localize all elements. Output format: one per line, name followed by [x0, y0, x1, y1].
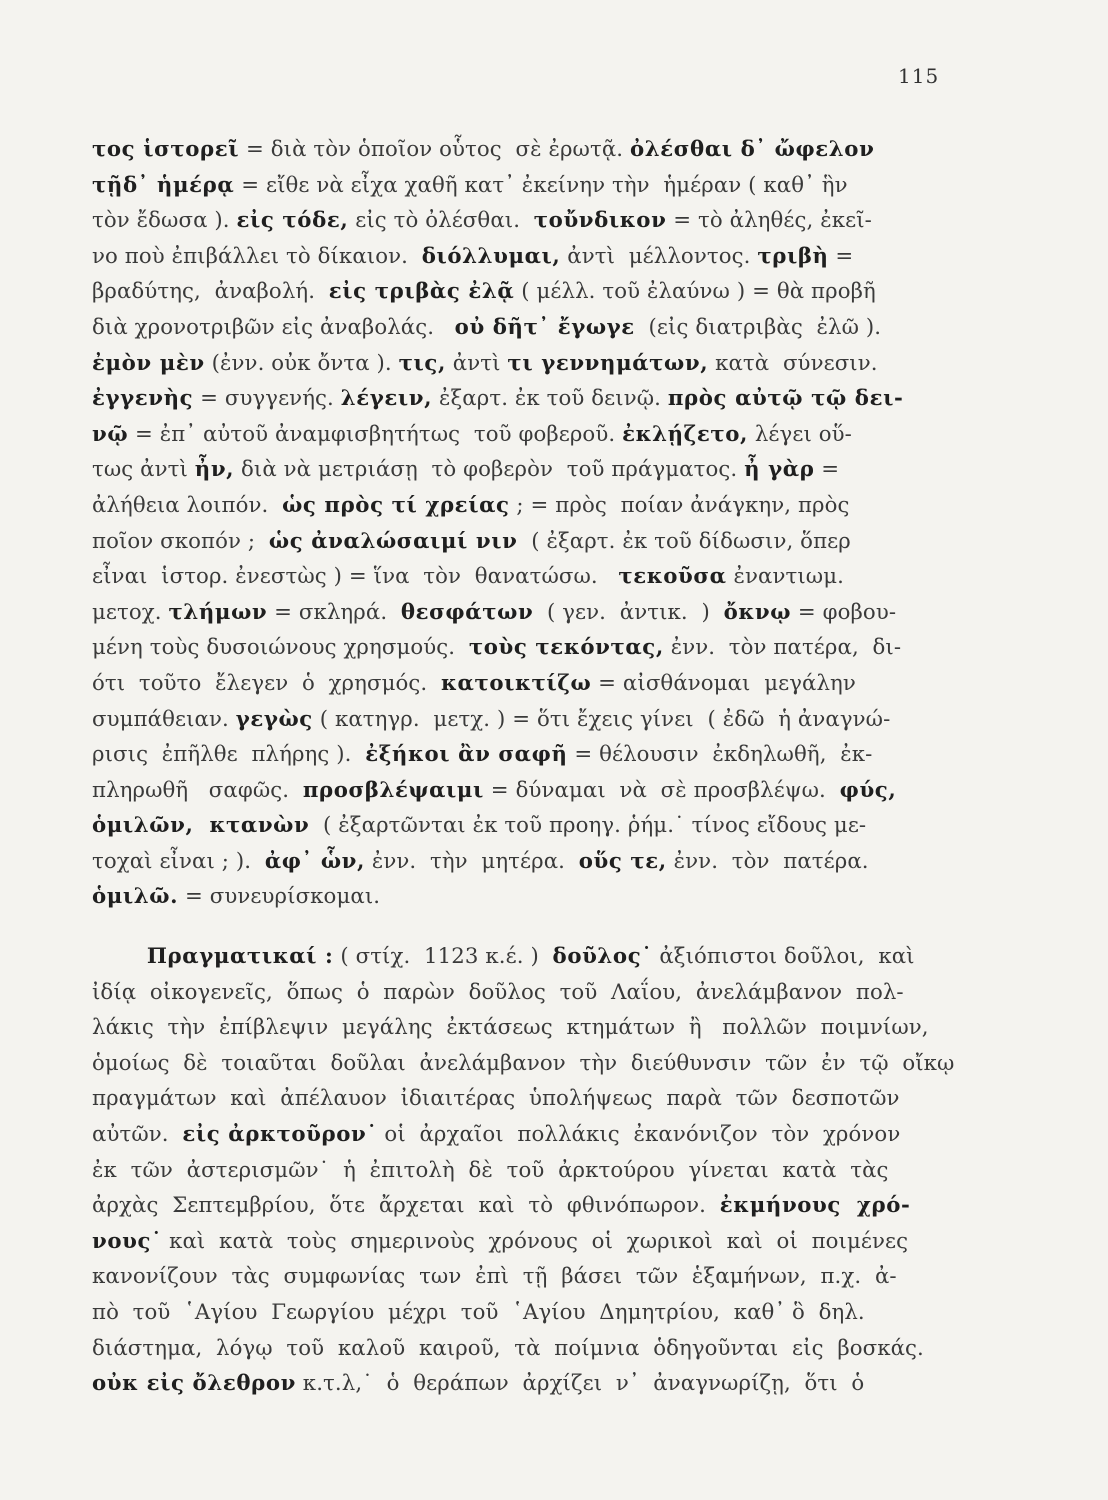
- gloss-text: μετοχ.: [92, 599, 169, 625]
- gloss-text: πὸ τοῦ ῾Αγίου Γεωργίου μέχρι τοῦ ῾Αγίου Δημητρίου, καθ᾽ ὃ δηλ.: [92, 1299, 865, 1325]
- headword: ἐγγενὴς: [92, 386, 194, 412]
- gloss-text: =: [814, 457, 840, 483]
- gloss-text: ἀντὶ μέλλοντος.: [560, 243, 758, 269]
- text-line: [92, 452, 962, 488]
- gloss-text: (εἰς διατριβὰς ἐλῶ ).: [634, 314, 882, 340]
- gloss-text: =: [828, 243, 854, 269]
- gloss-text: = συνευρίσκομαι.: [178, 884, 381, 910]
- gloss-text: οἱ ἀρχαῖοι πολλάκις ἐκανόνιζον τὸν χρόνον: [377, 1121, 901, 1147]
- headword: νῷ: [92, 421, 129, 447]
- gloss-text: λέγει οὕ-: [748, 421, 852, 447]
- headword: τεκοῦσα: [618, 564, 727, 590]
- gloss-text: ἀρχὰς Σεπτεμβρίου, ὅτε ἄρχεται καὶ τὸ φθινόπωρον.: [92, 1193, 720, 1219]
- headword: Πραγματικαί :: [146, 944, 334, 969]
- gloss-text: συμπάθειαν.: [92, 706, 236, 732]
- gloss-text: ἐνν. τὸν πατέρα.: [666, 848, 869, 874]
- gloss-text: = θέλουσιν ἐκδηλωθῆ, ἐκ-: [567, 742, 873, 768]
- text-line: [92, 132, 962, 168]
- headword: οὐκ εἰς ὄλεθρον: [92, 1371, 296, 1397]
- text-line: [92, 488, 962, 524]
- gloss-text: μένη τοὺς δυσοιώνους χρησμούς.: [92, 635, 469, 661]
- gloss-text: ( μέλλ. τοῦ ἐλαύνω ) = θὰ προβῆ: [514, 279, 876, 305]
- gloss-text: πληρωθῆ σαφῶς.: [92, 777, 303, 803]
- gloss-text: = τὸ ἀληθές, ἐκεῖ-: [666, 208, 872, 234]
- headword: γεγὼς: [235, 706, 313, 732]
- text-line: [92, 1153, 962, 1189]
- headword: οὕς τε,: [578, 848, 667, 874]
- gloss-text: τὸν ἔδωσα ).: [92, 208, 237, 234]
- headword: τῇδ᾽ ἡμέρᾳ: [92, 172, 235, 198]
- headword: ὡς ἀναλώσαιμί νιν: [268, 528, 518, 554]
- gloss-text: κατὰ σύνεσιν.: [708, 350, 878, 376]
- gloss-text: ἐξαρτ. ἐκ τοῦ δεινῷ.: [432, 386, 668, 412]
- gloss-text: ἐνν. τὴν μητέρα.: [365, 848, 579, 874]
- gloss-text: ότι τοῦτο ἔλεγεν ὁ χρησμός.: [92, 670, 441, 696]
- text-line: [92, 1046, 962, 1082]
- headword: θεσφάτων: [400, 599, 534, 625]
- gloss-text: ( ἐξαρτ. ἐκ τοῦ δίδωσιν, ὅπερ: [517, 528, 851, 554]
- headword: ἀφ᾽ ὧν,: [264, 848, 366, 874]
- headword: τις,: [398, 350, 446, 376]
- headword: ἐξήκοι ἂν σαφῆ: [365, 742, 568, 768]
- gloss-text: = ἐπ᾽ αὐτοῦ ἀναμφισβητήτως τοῦ φοβεροῦ.: [128, 421, 623, 447]
- headword: εἰς τόδε,: [236, 208, 349, 234]
- headword: τοὺς τεκόντας,: [468, 635, 664, 661]
- text-line: [92, 168, 962, 204]
- text-line: [92, 381, 962, 417]
- headword: ἐμὸν μὲν: [92, 350, 205, 376]
- gloss-text: διάστημα, λόγῳ τοῦ καλοῦ καιροῦ, τὰ ποίμνια ὁδηγοῦνται εἰς βοσκάς.: [92, 1335, 924, 1361]
- text-line: [92, 939, 962, 975]
- headword: οὐ δῆτ᾽ ἔγωγε: [454, 314, 635, 340]
- text-line: [92, 203, 962, 239]
- headword: τι γεννημάτων,: [507, 350, 709, 376]
- headword: νους˙: [92, 1228, 163, 1254]
- headword: κατοικτίζω: [440, 670, 592, 696]
- gloss-text: τοχαὶ εἶναι ; ).: [92, 848, 265, 874]
- text-line: [92, 1117, 962, 1153]
- gloss-text: ( στίχ. 1123 κ.έ. ): [333, 944, 553, 969]
- text-line: [92, 844, 962, 880]
- gloss-text: = φοβου-: [791, 599, 897, 625]
- gloss-text: αὐτῶν.: [92, 1121, 183, 1147]
- gloss-text: ἰδίᾳ οἰκογενεῖς, ὅπως ὁ παρὼν δοῦλος τοῦ Λαΐου, ἀνελάμβανον πολ-: [92, 979, 904, 1005]
- text-line: [92, 524, 962, 560]
- gloss-text: εἰς τὸ ὀλέσθαι.: [348, 208, 534, 234]
- headword: φύς,: [839, 777, 897, 803]
- headword: ὁμιλῶν, κτανὼν: [92, 813, 310, 839]
- gloss-text: διὰ χρονοτριβῶν εἰς ἀναβολάς.: [92, 314, 455, 340]
- text-line: [92, 1259, 962, 1295]
- text-line: [92, 702, 962, 738]
- text-line: [92, 773, 962, 809]
- headword: πρὸς αὐτῷ τῷ δει-: [667, 386, 904, 412]
- headword: τλήμων: [168, 599, 268, 625]
- gloss-text: τως ἀντὶ: [92, 457, 195, 483]
- gloss-text: ; = πρὸς ποίαν ἀνάγκην, πρὸς: [509, 492, 850, 518]
- headword: τριβὴ: [757, 243, 829, 269]
- text-line: [92, 417, 962, 453]
- headword: ἐκμήνους χρό-: [719, 1193, 911, 1219]
- gloss-text: λάκις τὴν ἐπίβλεψιν μεγάλης ἐκτάσεως κτημάτων ἢ πολλῶν ποιμνίων,: [92, 1015, 929, 1041]
- text-line: [92, 559, 962, 595]
- gloss-text: ἐνν. τὸν πατέρα, δι-: [663, 635, 902, 661]
- text-line: [92, 1010, 962, 1046]
- gloss-text: ἐκ τῶν ἀστερισμῶν˙ ἡ ἐπιτολὴ δὲ τοῦ ἀρκτούρου γίνεται κατὰ τὰς: [92, 1157, 889, 1183]
- headword: λέγειν,: [340, 386, 433, 412]
- page-number: 115: [898, 64, 940, 88]
- gloss-text: = διὰ τὸν ὁποῖον οὗτος σὲ ἐρωτᾷ.: [239, 137, 631, 162]
- gloss-text: ( κατηγρ. μετχ. ) = ὅτι ἔχεις γίνει ( ἐδῶ ἡ ἀναγνώ-: [312, 706, 891, 732]
- gloss-text: = εἴθε νὰ εἶχα χαθῆ κατ᾽ ἐκείνην τὴν ἡμέραν ( καθ᾽ ἣν: [234, 172, 848, 198]
- gloss-text: ἐναντιωμ.: [726, 564, 844, 590]
- text-line: [92, 595, 962, 631]
- gloss-text: διὰ νὰ μετριάσῃ τὸ φοβερὸν τοῦ πράγματος.: [234, 457, 745, 483]
- text-line: [92, 666, 962, 702]
- gloss-text: = σκληρά.: [267, 599, 401, 625]
- headword: εἰς ἀρκτοῦρον˙: [182, 1121, 378, 1147]
- headword: ἦ γὰρ: [744, 457, 815, 483]
- text-line: [92, 274, 962, 310]
- headword: τοὔνδικον: [533, 208, 667, 234]
- headword: ἐκλῄζετο,: [622, 421, 749, 447]
- gloss-text: εἶναι ἱστορ. ἐνεστὼς ) = ἵνα τὸν θανατώσω.: [92, 564, 619, 590]
- headword: ὡς πρὸς τί χρείας: [282, 492, 510, 518]
- text-line: [92, 1188, 962, 1224]
- gloss-text: κανονίζουν τὰς συμφωνίας των ἐπὶ τῇ βάσει τῶν ἑξαμήνων, π.χ. ἀ-: [92, 1264, 897, 1290]
- gloss-text: κ.τ.λ,˙ ὁ θεράπων ἀρχίζει ν᾽ ἀναγνωρίζῃ, ὅτι ὁ: [295, 1371, 865, 1397]
- headword: προσβλέψαιμι: [302, 777, 484, 803]
- gloss-text: καὶ κατὰ τοὺς σημερινοὺς χρόνους οἱ χωρικοὶ καὶ οἱ ποιμένες: [162, 1228, 909, 1254]
- headword: ὀλέσθαι δ᾽ ὤφελον: [630, 137, 875, 162]
- headword: εἰς τριβὰς ἐλᾷ: [328, 279, 515, 305]
- commentary-paragraph-2: [92, 939, 972, 1402]
- gloss-text: ρισις ἐπῆλθε πλήρης ).: [92, 742, 366, 768]
- gloss-text: ὁμοίως δὲ τοιαῦται δοῦλαι ἀνελάμβανον τὴν διεύθυνσιν τῶν ἐν τῷ οἴκῳ: [92, 1050, 955, 1076]
- headword: ὁμιλῶ.: [92, 884, 179, 910]
- text-line: [92, 1224, 962, 1260]
- gloss-text: ἀξιόπιστοι δοῦλοι, καὶ: [652, 944, 915, 969]
- text-line: [92, 346, 962, 382]
- headword: τος ἱστορεῖ: [92, 137, 240, 162]
- gloss-text: ἀντὶ: [445, 350, 508, 376]
- gloss-text: = δύναμαι νὰ σὲ προσβλέψω.: [483, 777, 840, 803]
- text-line: [92, 879, 962, 915]
- headword: διόλλυμαι,: [421, 243, 561, 269]
- text-line: [92, 1331, 962, 1367]
- gloss-text: [92, 944, 147, 969]
- gloss-text: ( γεν. ἀντικ. ): [533, 599, 724, 625]
- gloss-text: ἀλήθεια λοιπόν.: [92, 492, 283, 518]
- headword: δοῦλος˙: [552, 944, 653, 969]
- gloss-text: βραδύτης, ἀναβολή.: [92, 279, 329, 305]
- gloss-text: νο ποὺ ἐπιβάλλει τὸ δίκαιον.: [92, 243, 422, 269]
- headword: ὄκνῳ: [723, 599, 792, 625]
- text-line: [92, 1295, 962, 1331]
- text-line: [92, 1081, 962, 1117]
- text-line: [92, 1366, 962, 1402]
- gloss-text: (ἐνν. οὐκ ὄντα ).: [204, 350, 399, 376]
- text-line: [92, 737, 962, 773]
- gloss-text: πραγμάτων καὶ ἀπέλαυον ἰδιαιτέρας ὑπολήψεως παρὰ τῶν δεσποτῶν: [92, 1086, 900, 1112]
- gloss-text: ποῖον σκοπόν ;: [92, 528, 269, 554]
- gloss-text: ( ἐξαρτῶνται ἐκ τοῦ προηγ. ῥήμ.˙ τίνος εἴδους με-: [309, 813, 867, 839]
- gloss-text: = συγγενής.: [193, 386, 341, 412]
- text-line: [92, 630, 962, 666]
- headword: ἦν,: [194, 457, 235, 483]
- gloss-text: = αἰσθάνομαι μεγάλην: [591, 670, 856, 696]
- text-line: [92, 239, 962, 275]
- text-line: [92, 975, 962, 1011]
- text-line: [92, 808, 962, 844]
- text-line: [92, 310, 962, 346]
- commentary-paragraph-1: [92, 132, 972, 915]
